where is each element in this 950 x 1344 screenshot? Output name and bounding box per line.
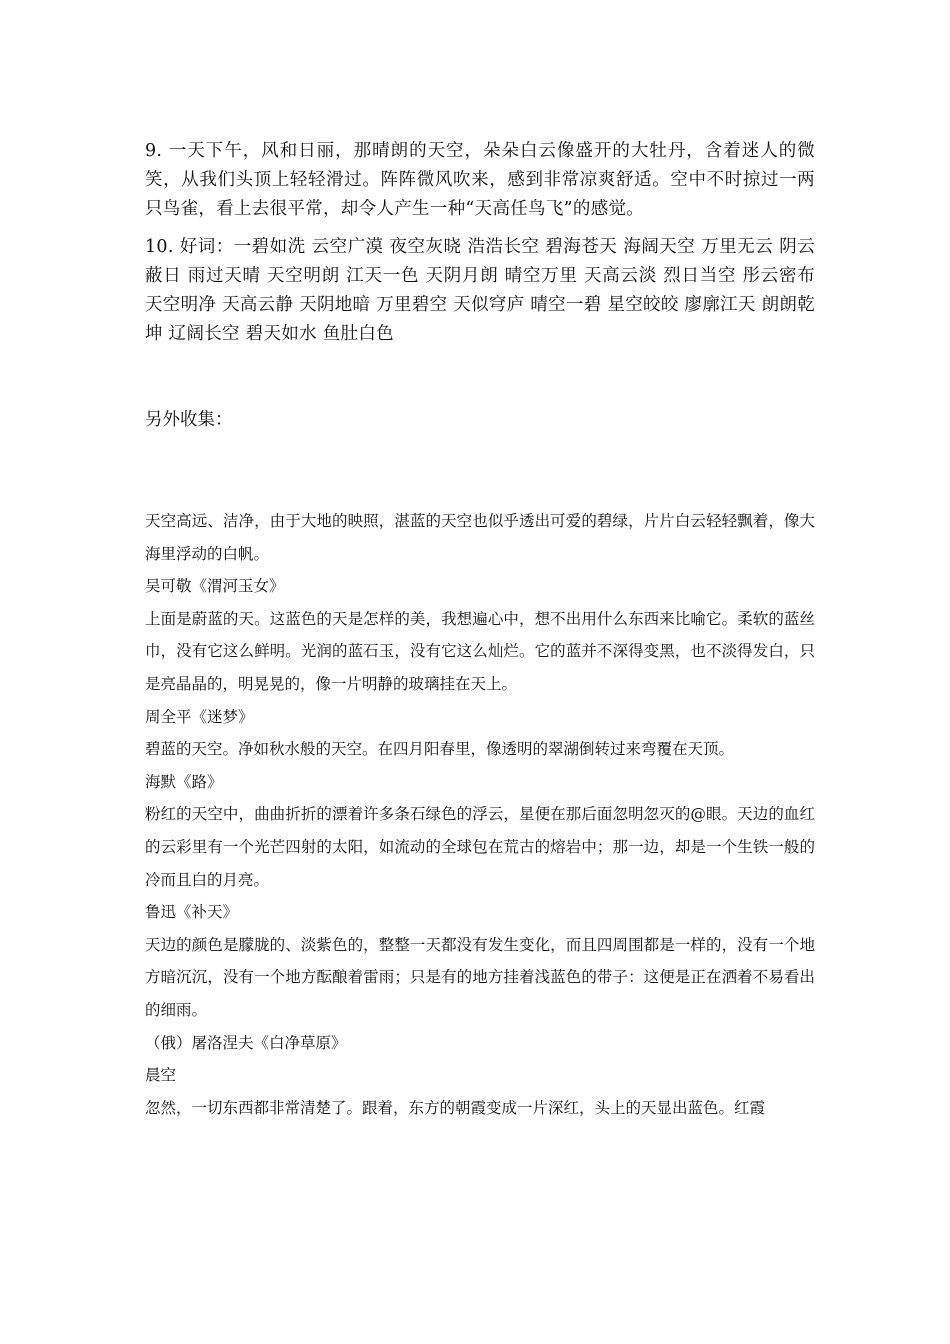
excerpt-text: 粉红的天空中，曲曲折折的漂着许多条石绿色的浮云，星便在那后面忽明忽灭的@眼。天边的血红的云彩里有一个光芒四射的太阳，如流动的全球包在荒古的熔岩中；那一边，却是一个生铁一般的冷而且白的月亮。 xyxy=(145,805,815,889)
excerpt-source: （俄）屠洛涅夫《白净草原》 xyxy=(145,1033,347,1052)
item-9-paragraph: 9. 一天下午，风和日丽，那晴朗的天空，朵朵白云像盛开的大牡丹，含着迷人的微笑，从我们头顶上轻轻滑过。阵阵微风吹来，感到非常凉爽舒适。空中不时掠过一两只鸟雀，看上去很平常，却令人产生一种“天高任鸟飞”的感觉。 xyxy=(145,141,815,219)
last-paragraph: 忽然，一切东西都非常清楚了。跟着，东方的朝霞变成一片深红，头上的天显出蓝色。红霞 xyxy=(145,1098,766,1117)
excerpt-source: 海默《路》 xyxy=(145,772,223,791)
excerpt-source: 吴可敬《渭河玉女》 xyxy=(145,577,285,596)
subheading: 晨空 xyxy=(145,1066,177,1085)
excerpt-text: 天空高远、洁净，由于大地的映照，湛蓝的天空也似乎透出可爱的碧绿，片片白云轻轻飘着，像大海里浮动的白帆。 xyxy=(145,512,815,563)
excerpt-source: 鲁迅《补天》 xyxy=(145,903,239,922)
excerpts-section xyxy=(145,505,815,1124)
section-heading: 另外收集： xyxy=(145,410,233,430)
excerpt-source: 周全平《迷梦》 xyxy=(145,707,254,726)
excerpt-text: 碧蓝的天空。净如秋水般的天空。在四月阳春里，像透明的翠湖倒转过来弯覆在天顶。 xyxy=(145,740,735,759)
excerpt-text: 天边的颜色是朦胧的、淡紫色的，整整一天都没有发生变化，而且四周围都是一样的，没有一个地方暗沉沉，没有一个地方酝酿着雷雨；只是有的地方挂着浅蓝色的带子：这便是正在洒着不易看出的细雨。 xyxy=(145,935,815,1019)
item-10-word-list: 10. 好词：一碧如洗 云空广漠 夜空灰晓 浩浩长空 碧海苍天 海阔天空 万里无云 阴云蔽日 雨过天晴 天空明朗 江天一色 天阴月朗 晴空万里 天高云淡 烈日当空 彤云密布 天空明净 天高云静 天阴地暗 万里碧空 天似穹庐 晴空一碧 星空皎皎 廖廓江天 朗朗乾坤 辽阔长空 碧天如水 鱼肚白色 xyxy=(145,237,815,344)
excerpt-text: 上面是蔚蓝的天。这蓝色的天是怎样的美，我想遍心中，想不出用什么东西来比喻它。柔软的蓝丝巾，没有它这么鲜明。光润的蓝石玉，没有它这么灿烂。它的蓝并不深得变黑，也不淡得发白，只是亮晶晶的，明晃晃的，像一片明静的玻璃挂在天上。 xyxy=(145,609,815,693)
